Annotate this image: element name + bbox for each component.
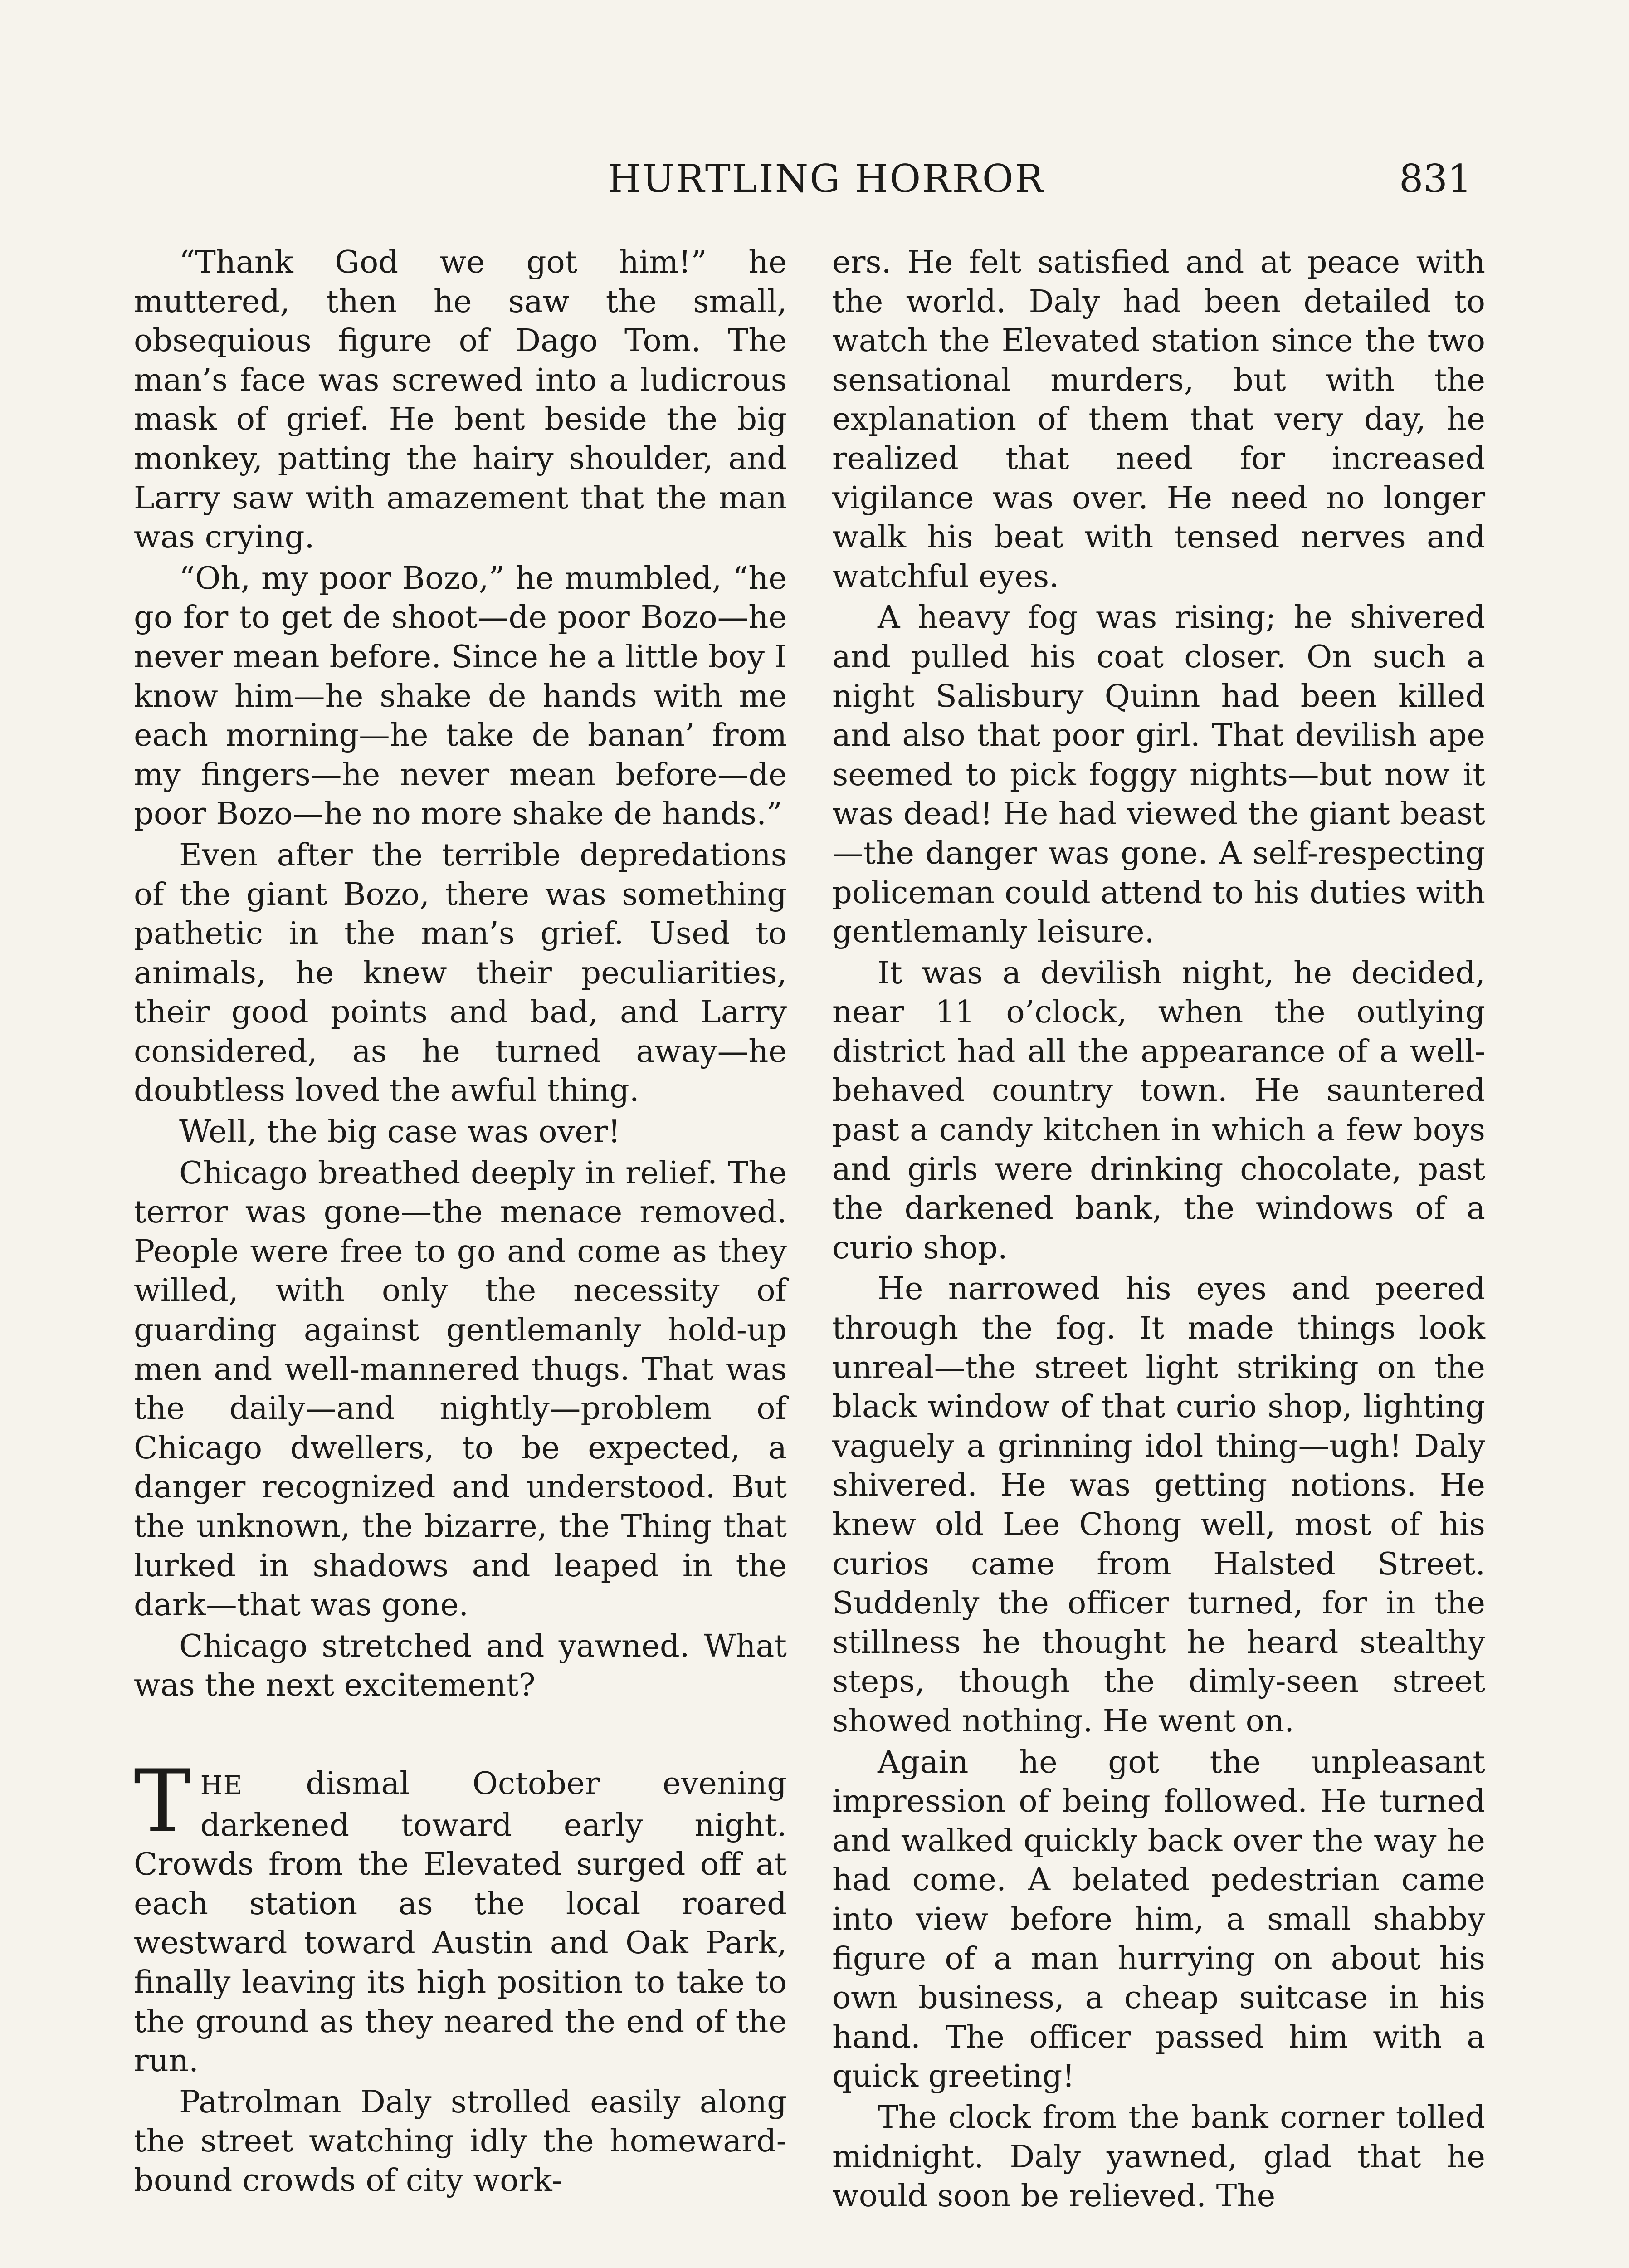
paragraph: He narrowed his eyes and peered through the fog. It made things look unreal—the street light striking on the black window of that curio shop, lighting vaguely a grinning idol thing—ugh! Daly shivered. He was getting notions. He knew old Lee Chong well, most of his curios came from Halsted Street. Suddenly the officer turned, for in the stillness he thought he heard stealthy steps, though the dimly-seen street showed nothing. He went on.: [832, 1271, 1485, 1739]
paragraph-continued: ers. He felt satisfied and at peace with the world. Daly had been detailed to watch the Elevated station since the two sensational murders, but with the explanation of them that very day, he realized that need for increased vigilance was over. He need no longer walk his beat with tensed nerves and watchful eyes.: [832, 244, 1485, 595]
paragraph: Chicago breathed deeply in relief. The terror was gone—the menace removed. People were free to go and come as they willed, with only the necessity of guarding against gentlemanly hold-up men and well-mannered thugs. That was the daily—and nightly—problem of Chicago dwellers, to be expected, a danger recognized and understood. But the unknown, the bizarre, the Thing that lurked in shadows and leaped in the dark—that was gone.: [134, 1154, 787, 1623]
paragraph: “Oh, my poor Bozo,” he mumbled, “he go for to get de shoot—de poor Bozo—he never mean before. Since he a little boy I know him—he shake de hands with me each morning—he take de banan’ from my fingers—he never mean before—de poor Bozo—he no more shake de hands.”: [134, 560, 787, 832]
paragraph-text: dismal October evening darkened toward early night. Crowds from the Elevated surged off at each station as the local roared westward toward Austin and Oak Park, finally leaving its high position to take to the ground as they neared the end of the run.: [134, 1765, 787, 2079]
section-opening-paragraph: [134, 1751, 787, 2081]
paragraph: Chicago stretched and yawned. What was the next excitement?: [134, 1628, 787, 1704]
paragraph: Even after the terrible depredations of the giant Bozo, there was something pathetic in the man’s grief. Used to animals, he knew their peculiarities, their good points and bad, and Larry considered, as he turned away—he doubtless loved the awful thing.: [134, 836, 787, 1109]
page-number: 831: [1399, 156, 1472, 201]
left-column: [134, 243, 787, 2200]
running-header: [0, 156, 1629, 211]
paragraph: A heavy fog was rising; he shivered and pulled his coat closer. On such a night Salisbury Quinn had been killed and also that poor girl. That devilish ape seemed to pick foggy nights—but now it was dead! He had viewed the giant beast—the danger was gone. A self-respecting policeman could attend to his duties with gentlemanly leisure.: [832, 599, 1485, 950]
right-column: [832, 243, 1485, 2216]
paragraph: The clock from the bank corner tolled midnight. Daly yawned, glad that he would soon be relieved. The: [832, 2099, 1485, 2214]
paragraph: It was a devilish night, he decided, near 11 o’clock, when the outlying district had all the appearance of a well-behaved country town. He sauntered past a candy kitchen in which a few boys and girls were drinking chocolate, past the darkened bank, the windows of a curio shop.: [832, 954, 1485, 1266]
small-caps-word: HE: [200, 1770, 243, 1800]
paragraph: Again he got the unpleasant impression of being followed. He turned and walked quickly back over the way he had come. A belated pedestrian came into view before him, a small shabby figure of a man hurrying on about his own business, a cheap suitcase in his hand. The officer passed him with a quick greeting!: [832, 1744, 1485, 2095]
drop-cap: T: [134, 1751, 191, 1852]
paragraph: Well, the big case was over!: [179, 1114, 621, 1150]
running-title: HURTLING HORROR: [608, 156, 1045, 201]
paragraph: Patrolman Daly strolled easily along the street watching idly the homeward-bound crowds of city work-: [134, 2083, 787, 2199]
paragraph: “Thank God we got him!” he muttered, then he saw the small, obsequious figure of Dago Tom. The man’s face was screwed into a ludicrous mask of grief. He bent beside the big monkey, patting the hairy shoulder, and Larry saw with amazement that the man was crying.: [134, 244, 787, 556]
